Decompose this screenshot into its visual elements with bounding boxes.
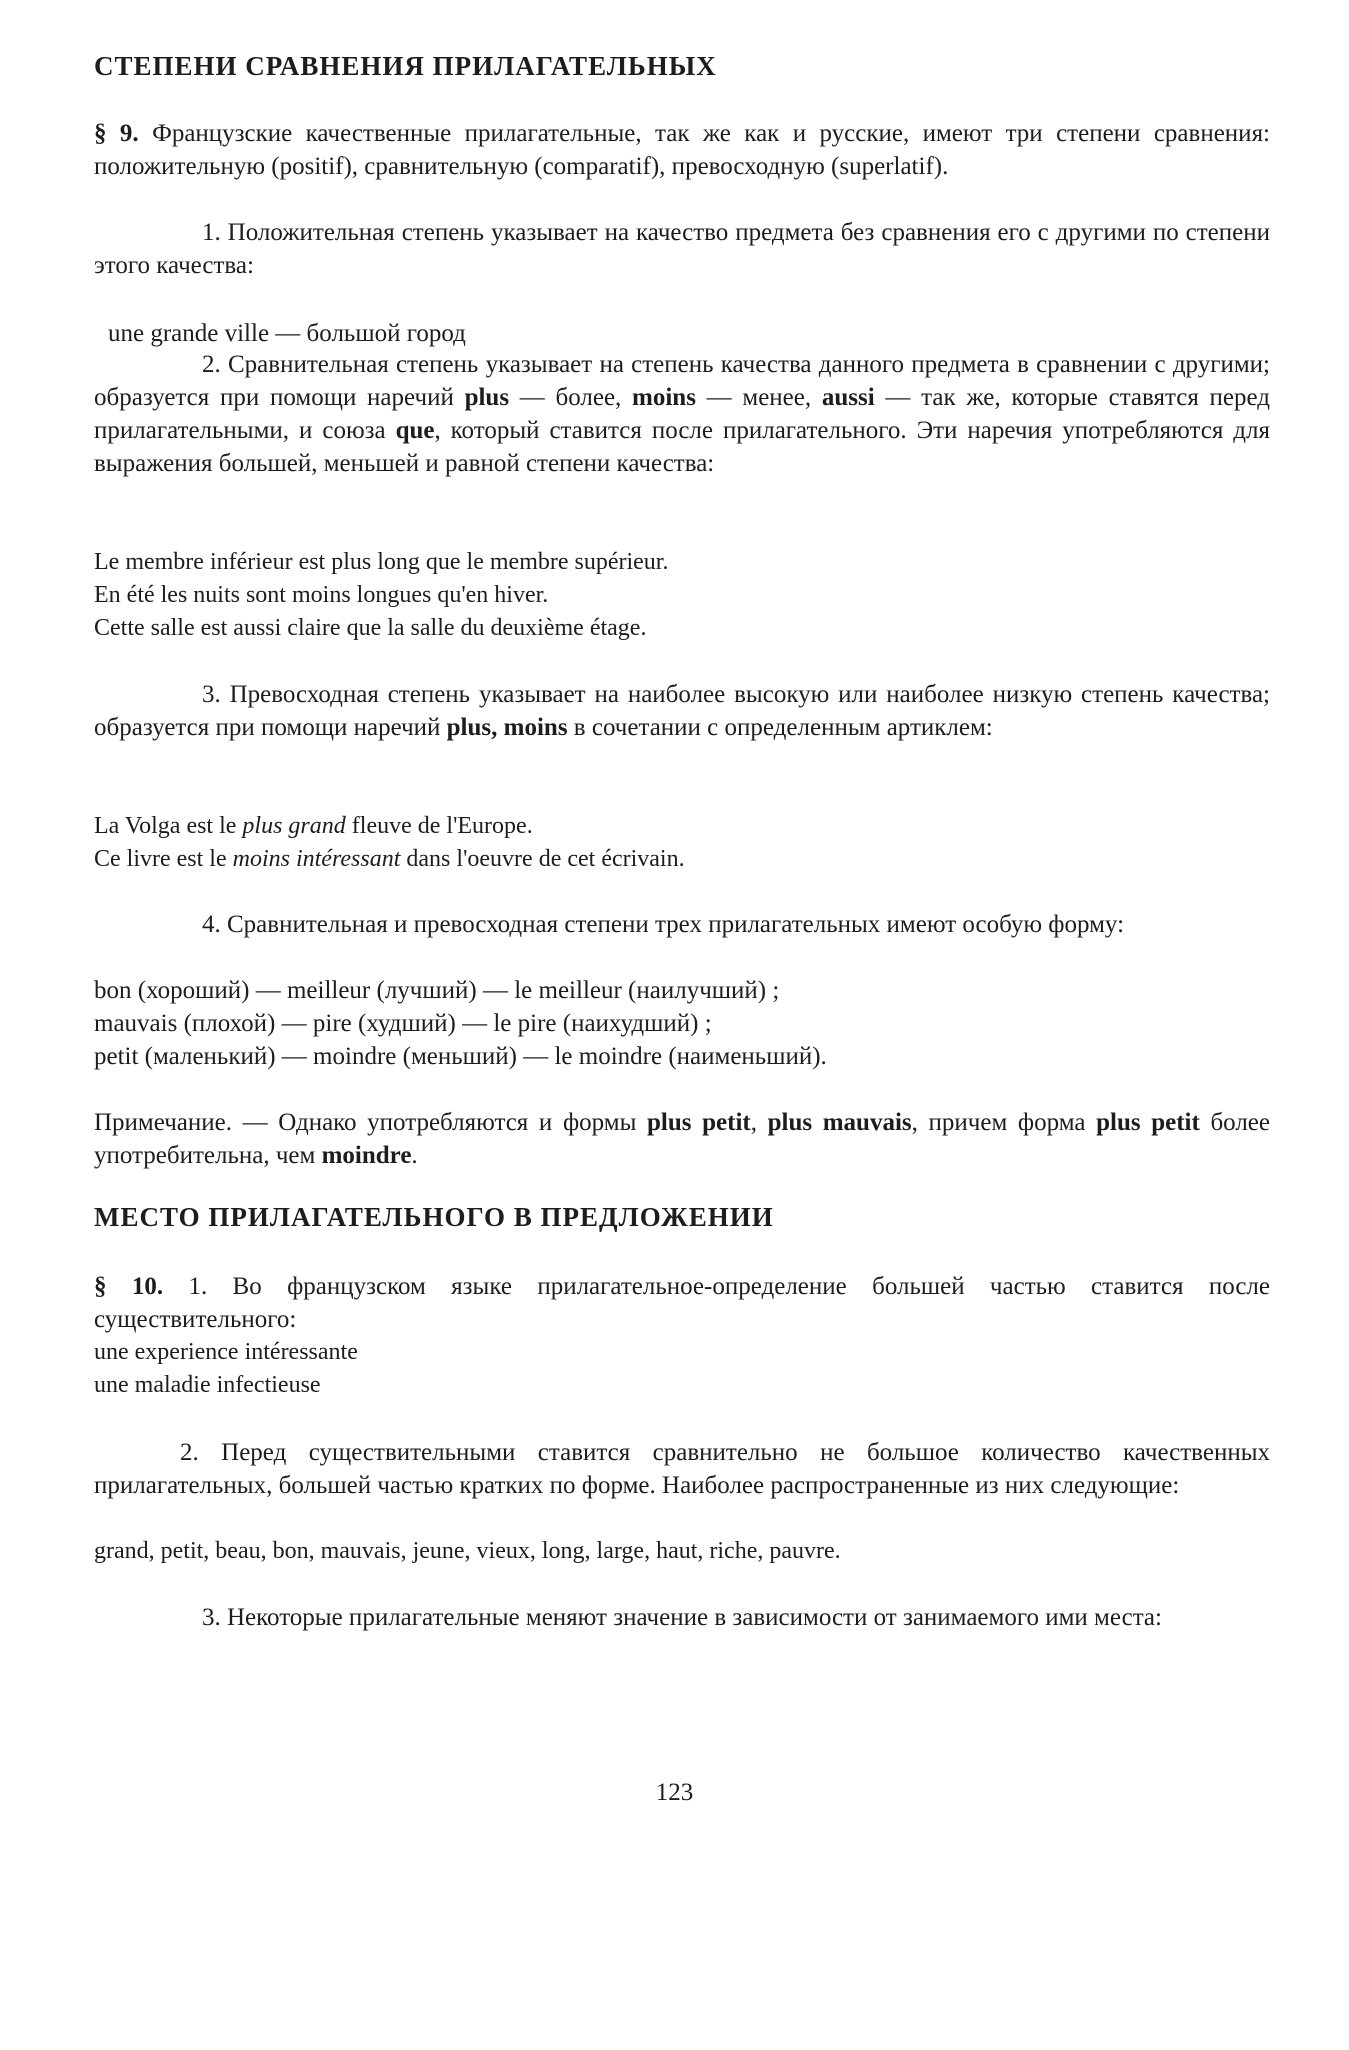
paragraph-number: § 9. bbox=[94, 120, 139, 147]
note-term: plus mauvais bbox=[767, 1109, 912, 1136]
point-3-part: , bbox=[491, 714, 504, 741]
paragraph-text: Французские качественные прилагательные, так же как и русские, имеют три степени сравнения: положительную (positif), сравнительную (comparatif), превосходную (superlatif). bbox=[94, 120, 1271, 180]
form-line: petit (маленький) — moindre (меньший) — le moindre (наименьший). bbox=[94, 1043, 827, 1070]
point-3-part: 3. Превосходная степень указывает на наиболее высокую или наиболее низкую степень качества; образуется при помощи наречий bbox=[94, 681, 1270, 741]
example-italic: moins intéressant bbox=[232, 846, 401, 872]
examples-comparative bbox=[94, 546, 1270, 645]
point-2-part: 2. Сравнительная степень указывает на степень качества данного предмета в сравнении с другими; образуется при помощи наречий bbox=[94, 351, 1270, 411]
example-part: fleuve de l'Europe. bbox=[345, 813, 533, 839]
example-line: une experience intéressante bbox=[94, 1339, 358, 1365]
paragraph-text: 1. Во французском языке прилагательное-определение большей частью ставится после существительного: bbox=[94, 1273, 1271, 1333]
point-10-2-text bbox=[94, 1436, 1270, 1502]
term-plus: plus bbox=[446, 714, 492, 741]
paragraph-10 bbox=[94, 1270, 1270, 1336]
term-plus: plus bbox=[464, 384, 510, 411]
example-line: En été les nuits sont moins longues qu'en hiver. bbox=[94, 582, 549, 608]
point-4-text bbox=[94, 908, 1270, 941]
example-part: dans l'oeuvre de cet écrivain. bbox=[400, 846, 685, 872]
form-line: bon (хороший) — meilleur (лучший) — le meilleur (наилучший) ; bbox=[94, 977, 780, 1004]
examples-superlative bbox=[94, 810, 1270, 876]
note-part: , bbox=[750, 1109, 768, 1136]
point-1-text bbox=[94, 216, 1270, 282]
example-part: Ce livre est le bbox=[94, 846, 233, 872]
example-line: Cette salle est aussi claire que la salle du deuxième étage. bbox=[94, 615, 647, 641]
note-part: более употребительна, чем bbox=[94, 1109, 1270, 1169]
point-4-body: 4. Сравнительная и превосходная степени трех прилагательных имеют особую форму: bbox=[202, 911, 1125, 938]
note-term: plus petit bbox=[1096, 1109, 1200, 1136]
point-2-part: — менее, bbox=[695, 384, 822, 411]
examples-postposition bbox=[94, 1336, 1270, 1402]
point-10-2-body: 2. Перед существительными ставится сравнительно не большое количество качественных прилагательных, большей частью кратких по форме. Наиболее распространенные из них следующие: bbox=[94, 1439, 1270, 1499]
point-2-part: — более, bbox=[509, 384, 633, 411]
term-moins: moins bbox=[632, 384, 696, 411]
form-line: mauvais (плохой) — pire (худший) — le pire (наихудший) ; bbox=[94, 1010, 712, 1037]
point-3-part: в сочетании с определенным артиклем: bbox=[567, 714, 993, 741]
example-line bbox=[94, 810, 1270, 843]
page-number: 123 bbox=[655, 1779, 694, 1806]
point-2-text bbox=[94, 348, 1270, 480]
note-term: plus petit bbox=[647, 1109, 751, 1136]
point-10-3-body: 3. Некоторые прилагательные меняют значение в зависимости от занимаемого ими места: bbox=[202, 1604, 1162, 1631]
example-line: Le membre inférieur est plus long que le membre supérieur. bbox=[94, 549, 669, 575]
point-2-part: — так же, которые ставятся перед прилагательными, и союза bbox=[94, 384, 1271, 444]
irregular-forms-list bbox=[94, 974, 1270, 1073]
example-part: La Volga est le bbox=[94, 813, 243, 839]
term-aussi: aussi bbox=[821, 384, 875, 411]
example-italic: plus grand bbox=[242, 813, 346, 839]
note-term: moindre bbox=[321, 1142, 412, 1169]
paragraph-9 bbox=[94, 117, 1270, 183]
paragraph-number: § 10. bbox=[94, 1273, 164, 1300]
example-line: une maladie infectieuse bbox=[94, 1372, 321, 1398]
section-heading-position: МЕСТО ПРИЛАГАТЕЛЬНОГО В ПРЕДЛОЖЕНИИ bbox=[94, 1202, 774, 1232]
section-heading-comparison: СТЕПЕНИ СРАВНЕНИЯ ПРИЛАГАТЕЛЬНЫХ bbox=[94, 51, 717, 81]
note-part: Примечание. — Однако употребляются и формы bbox=[94, 1109, 648, 1136]
example-grande-ville: une grande ville — большой город bbox=[108, 320, 466, 347]
point-10-3-text bbox=[94, 1601, 1270, 1634]
adjective-list: grand, petit, beau, bon, mauvais, jeune, vieux, long, large, haut, riche, pauvre. bbox=[94, 1538, 841, 1564]
note-part: , причем форма bbox=[911, 1109, 1097, 1136]
term-que: que bbox=[395, 417, 435, 444]
point-3-text bbox=[94, 678, 1270, 744]
note-part: . bbox=[411, 1142, 418, 1169]
term-moins: moins bbox=[503, 714, 568, 741]
point-2-part: , который ставится после прилагательного. Эти наречия употребляются для выражения большей, меньшей и равной степени качества: bbox=[94, 417, 1271, 477]
note-paragraph bbox=[94, 1106, 1270, 1172]
point-1-body: 1. Положительная степень указывает на качество предмета без сравнения его с другими по степени этого качества: bbox=[94, 219, 1270, 279]
example-line bbox=[94, 843, 1270, 876]
